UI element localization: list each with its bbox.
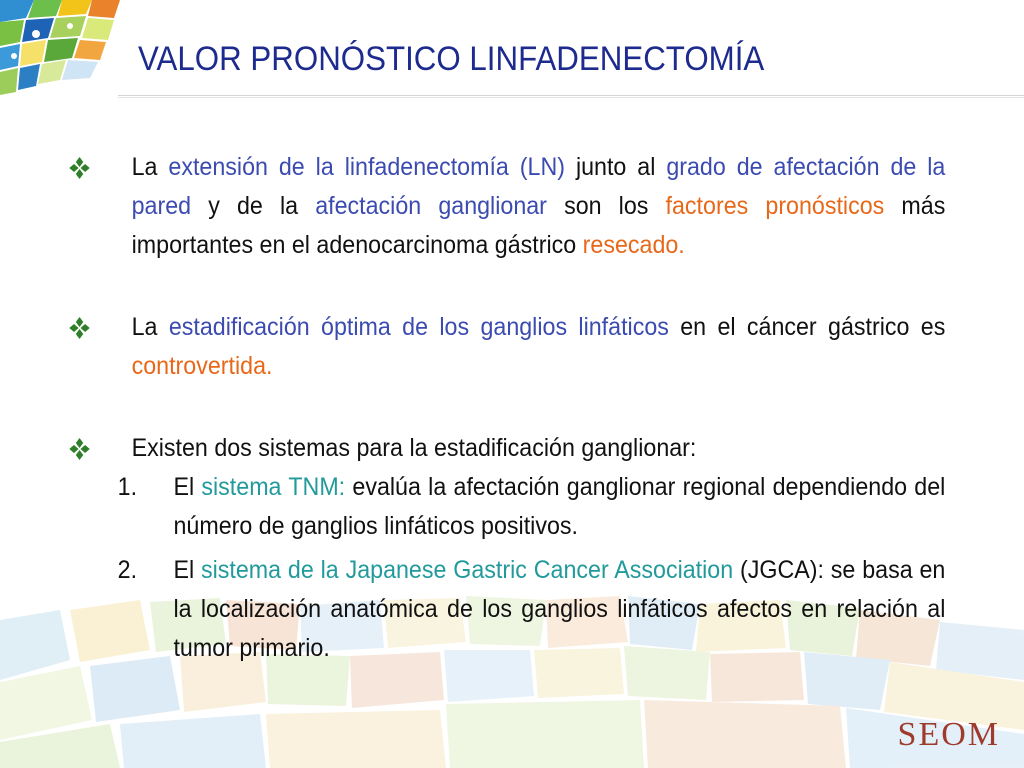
numbered-item <box>60 551 945 668</box>
mosaic-logo <box>0 0 120 95</box>
bullet-item <box>60 148 945 265</box>
bullet-text: La estadificación óptima de los ganglios linfáticos en el cáncer gástrico es controvertida. <box>131 313 946 380</box>
slide-body <box>60 148 946 668</box>
bullet-item <box>60 308 945 386</box>
diamond-bullet-icon <box>69 157 89 179</box>
list-index: 1. <box>117 473 138 501</box>
diamond-bullet-icon <box>69 317 89 339</box>
seom-logo: SEOM <box>897 716 1000 753</box>
list-index: 2. <box>117 556 138 584</box>
page-title: VALOR PRONÓSTICO LINFADENECTOMÍA <box>138 40 765 78</box>
numbered-item <box>60 468 945 546</box>
bullet-text: La extensión de la linfadenectomía (LN) junto al grado de afectación de la pared y de la afectación ganglionar son los factores pronósticos más importantes en el adenocarcinoma gástrico resecado. <box>131 153 946 259</box>
title-divider <box>118 95 1024 98</box>
numbered-text: El sistema de la Japanese Gastric Cancer Association (JGCA): se basa en la localización anatómica de los ganglios linfáticos afectos en relación al tumor primario. <box>173 556 946 662</box>
bullet-item <box>60 429 945 468</box>
numbered-text: El sistema TNM: evalúa la afectación ganglionar regional dependiendo del número de ganglios linfáticos positivos. <box>173 473 946 540</box>
bullet-text: Existen dos sistemas para la estadificación ganglionar: <box>131 434 697 462</box>
diamond-bullet-icon <box>69 438 89 460</box>
